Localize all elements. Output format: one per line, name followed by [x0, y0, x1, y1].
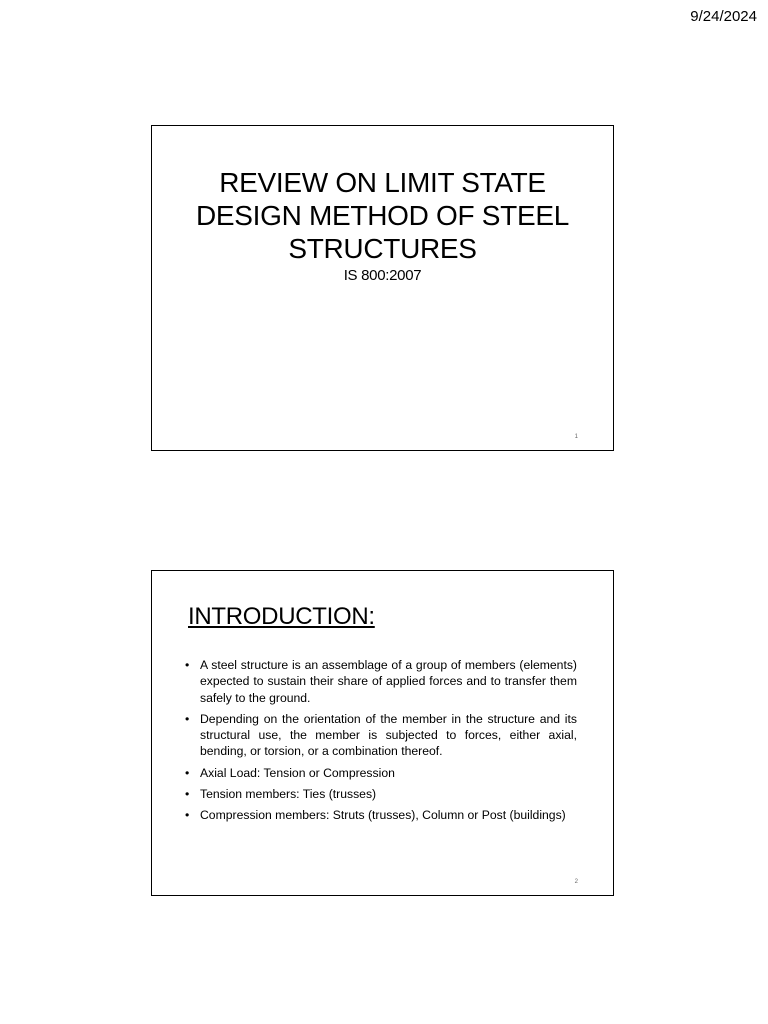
slide-2-introduction: [151, 570, 614, 896]
bullet-text: Tension members: Ties (trusses): [200, 787, 377, 802]
section-heading: INTRODUCTION:: [188, 603, 375, 630]
bullet-icon: •: [185, 711, 190, 726]
bullet-text: Compression members: Struts (trusses), Column or Post (buildings): [200, 808, 566, 823]
bullet-list: [185, 657, 577, 829]
bullet-icon: •: [185, 808, 190, 823]
bullet-text: Axial Load: Tension or Compression: [200, 765, 395, 780]
list-item: [185, 807, 577, 823]
bullet-text: A steel structure is an assemblage of a group of members (elements) expected to sustain their share of applied forces and to transfer them safely to the ground.: [200, 658, 577, 705]
list-item: [185, 711, 577, 760]
list-item: [185, 657, 577, 706]
presentation-subtitle: IS 800:2007: [343, 267, 422, 284]
list-item: [185, 765, 577, 781]
print-date: 9/24/2024: [690, 8, 757, 25]
list-item: [185, 786, 577, 802]
bullet-icon: •: [185, 658, 190, 672]
presentation-title: REVIEW ON LIMIT STATE DESIGN METHOD OF STEEL STRUCTURES: [196, 167, 569, 264]
slide-number: 1: [574, 434, 578, 440]
bullet-text: Depending on the orientation of the member in the structure and its structural use, the member is subjected to forces, either axial, bending, or torsion, or a combination thereof.: [200, 711, 577, 759]
bullet-icon: •: [185, 787, 190, 802]
bullet-icon: •: [185, 765, 190, 780]
slide-1-title: [151, 125, 614, 451]
title-block: [152, 166, 613, 284]
slide-number: 2: [574, 879, 578, 885]
